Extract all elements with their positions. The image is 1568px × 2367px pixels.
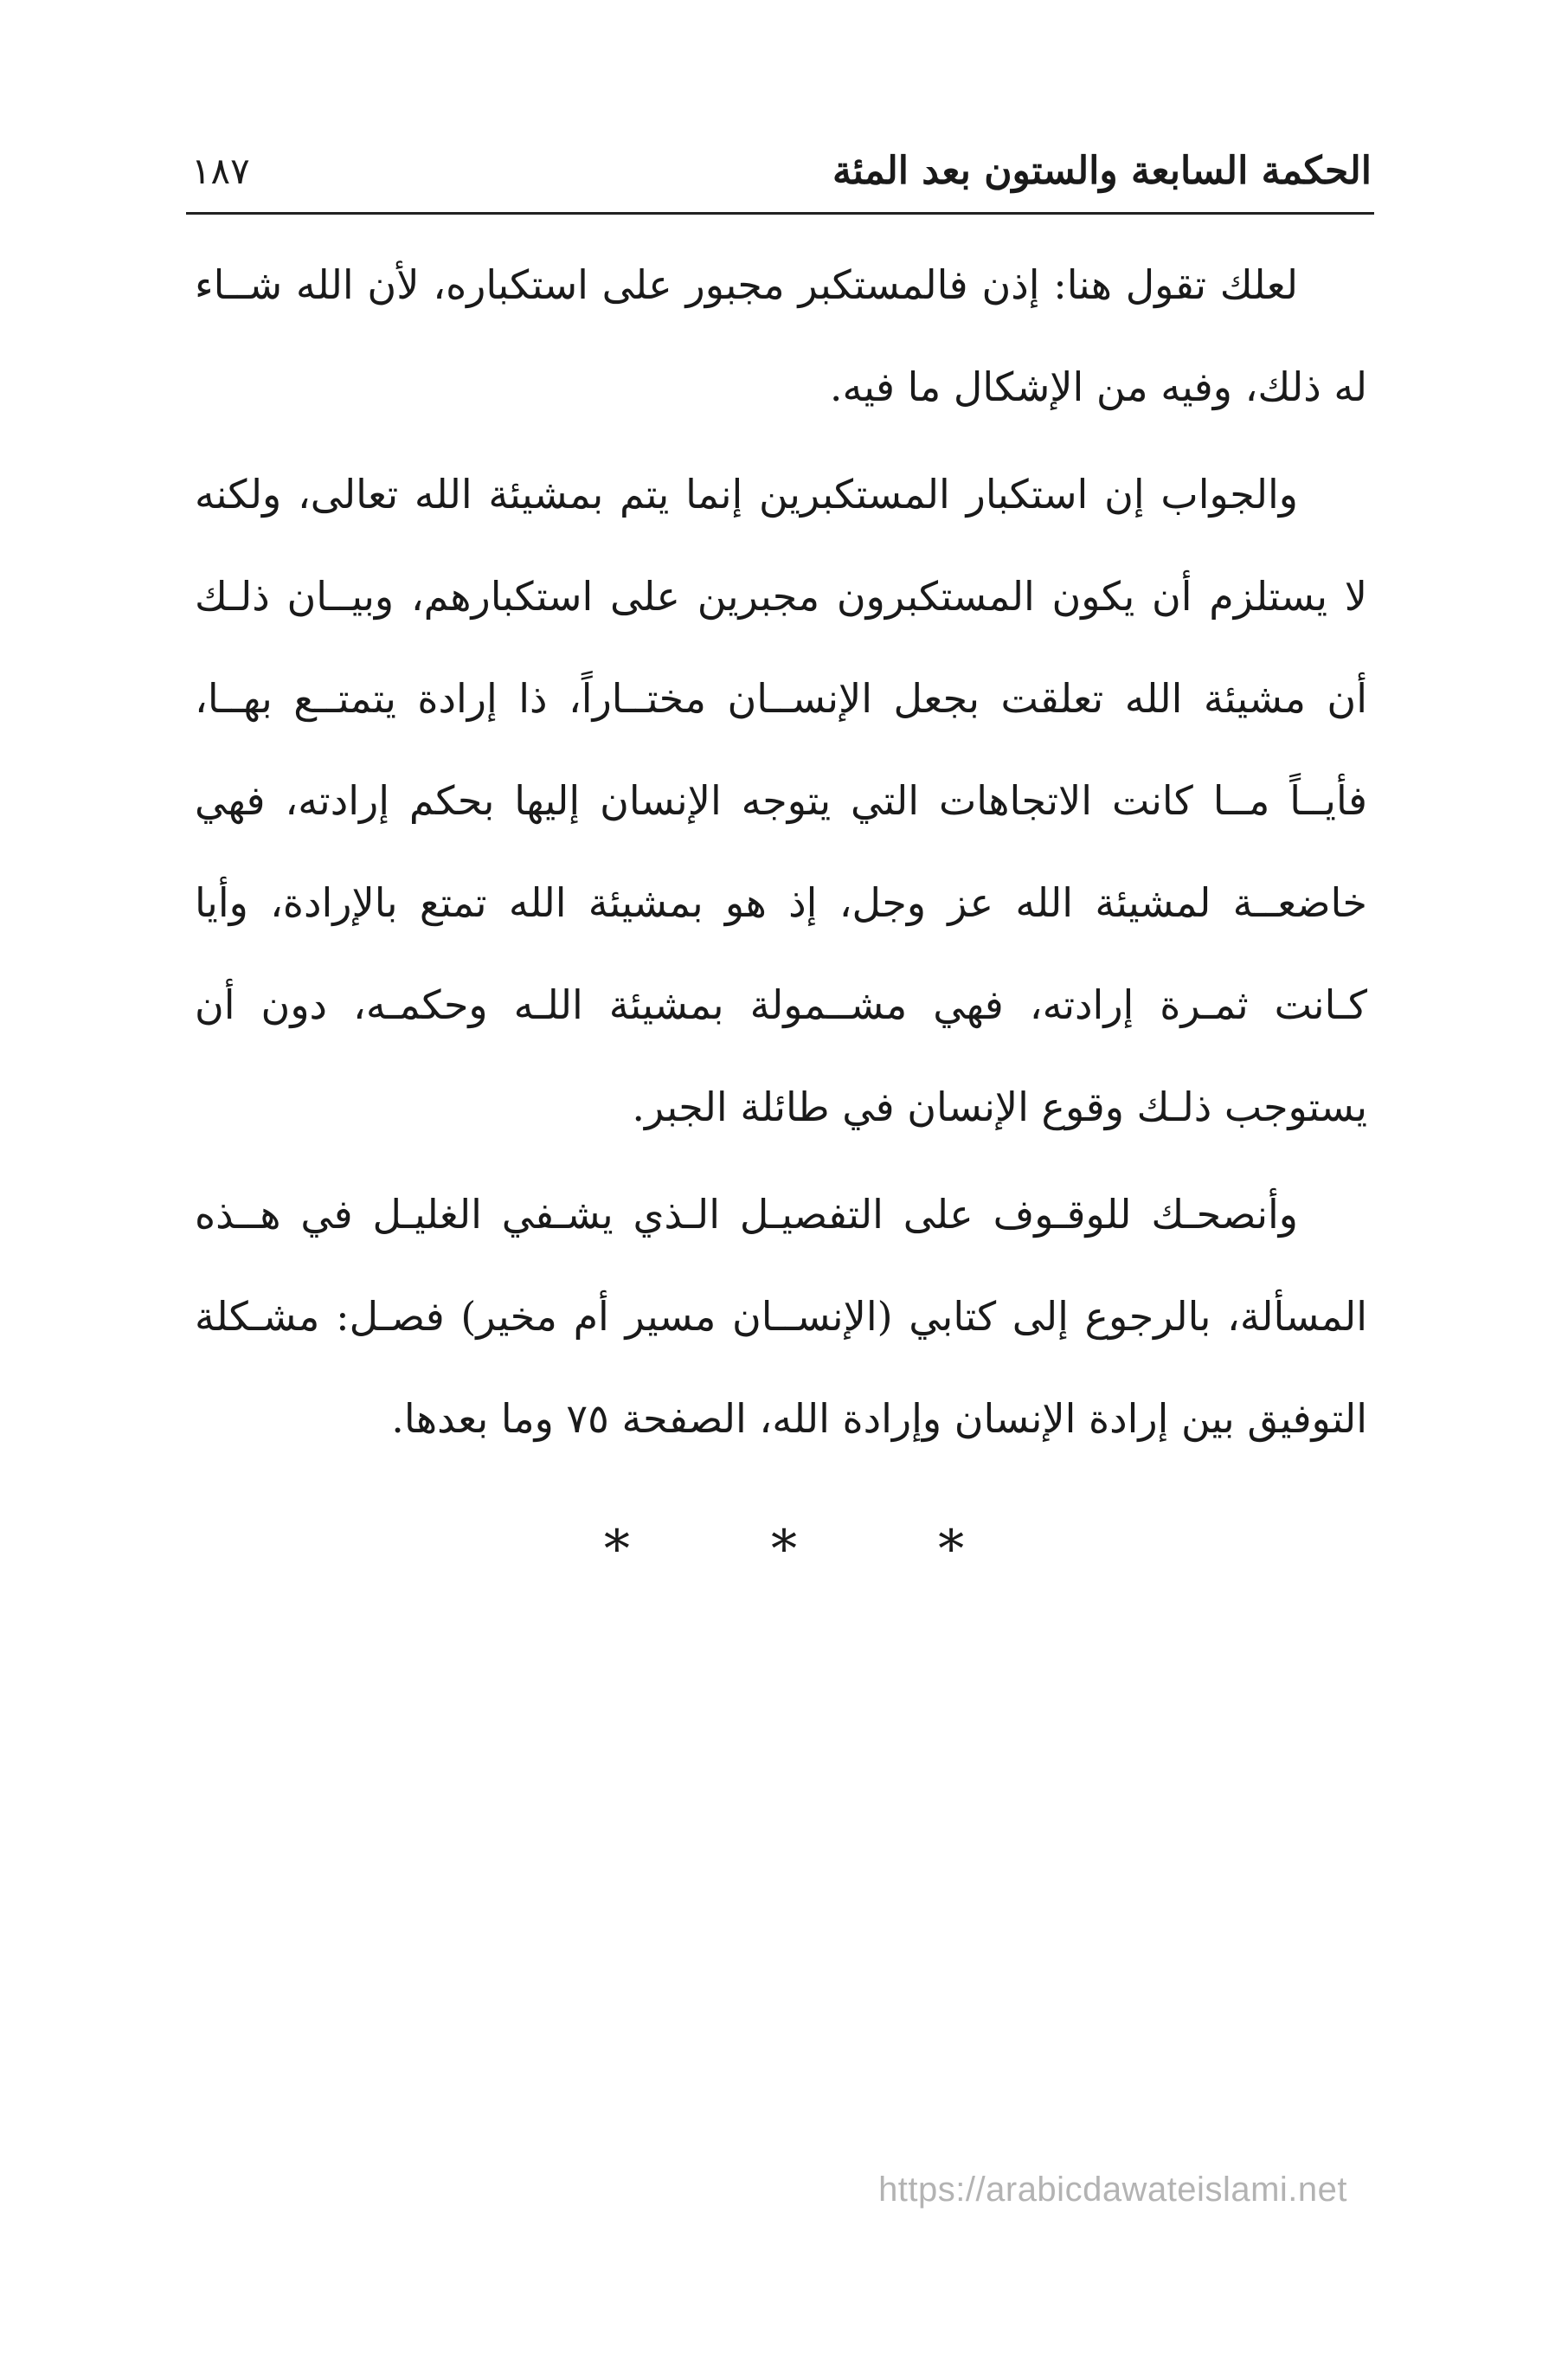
chapter-title: الحكمة السابعة والستون بعد المئة — [832, 149, 1372, 193]
page-number: ١٨٧ — [191, 150, 250, 192]
body-text — [195, 234, 1367, 1475]
paragraph-2: والجواب إن استكبار المستكبرين إنما يتم بمشيئة الله تعالى، ولكنه لا يستلزم أن يكون المستكبرون مجبرين على استكبارهم، وبيــان ذلـك أن مشيئة الله تعلقت بجعل الإنســان مختــاراً، ذا إرادة يتمتــع بهــا، فأيــاً مــا كانت الاتجاهات التي يتوجه الإنسان إليها بحكم إرادته، فهي خاضعــة لمشيئة الله عز وجل، إذ هو بمشيئة الله تمتع بالإرادة، وأيا كـانت ثمـرة إرادته، فهي مشــمولة بمشيئة اللـه وحكمـه، دون أن يستوجب ذلـك وقوع الإنسان في طائلة الجبر. — [195, 471, 1367, 1130]
asterisk-mark: * — [938, 1519, 965, 1579]
paragraph-1: لعلك تقول هنا: إذن فالمستكبر مجبور على استكباره، لأن الله شــاء له ذلك، وفيه من الإشكال ما فيه. — [195, 261, 1367, 410]
header-divider — [186, 212, 1374, 215]
section-separator — [0, 1515, 1568, 1584]
source-watermark: https://arabicdawateislami.net — [878, 2171, 1347, 2209]
paragraph-3: وأنصحـك للوقـوف على التفصيـل الـذي يشـفي الغليـل في هــذه المسألة، بالرجوع إلى كتابي (الإنســان مسير أم مخير) فصـل: مشـكلة التوفيق بين إرادة الإنسان وإرادة الله، الصفحة ٧٥ وما بعدها. — [195, 1191, 1367, 1442]
asterisk-mark: * — [603, 1519, 630, 1579]
asterisk-mark: * — [771, 1519, 797, 1579]
running-header — [186, 145, 1372, 206]
